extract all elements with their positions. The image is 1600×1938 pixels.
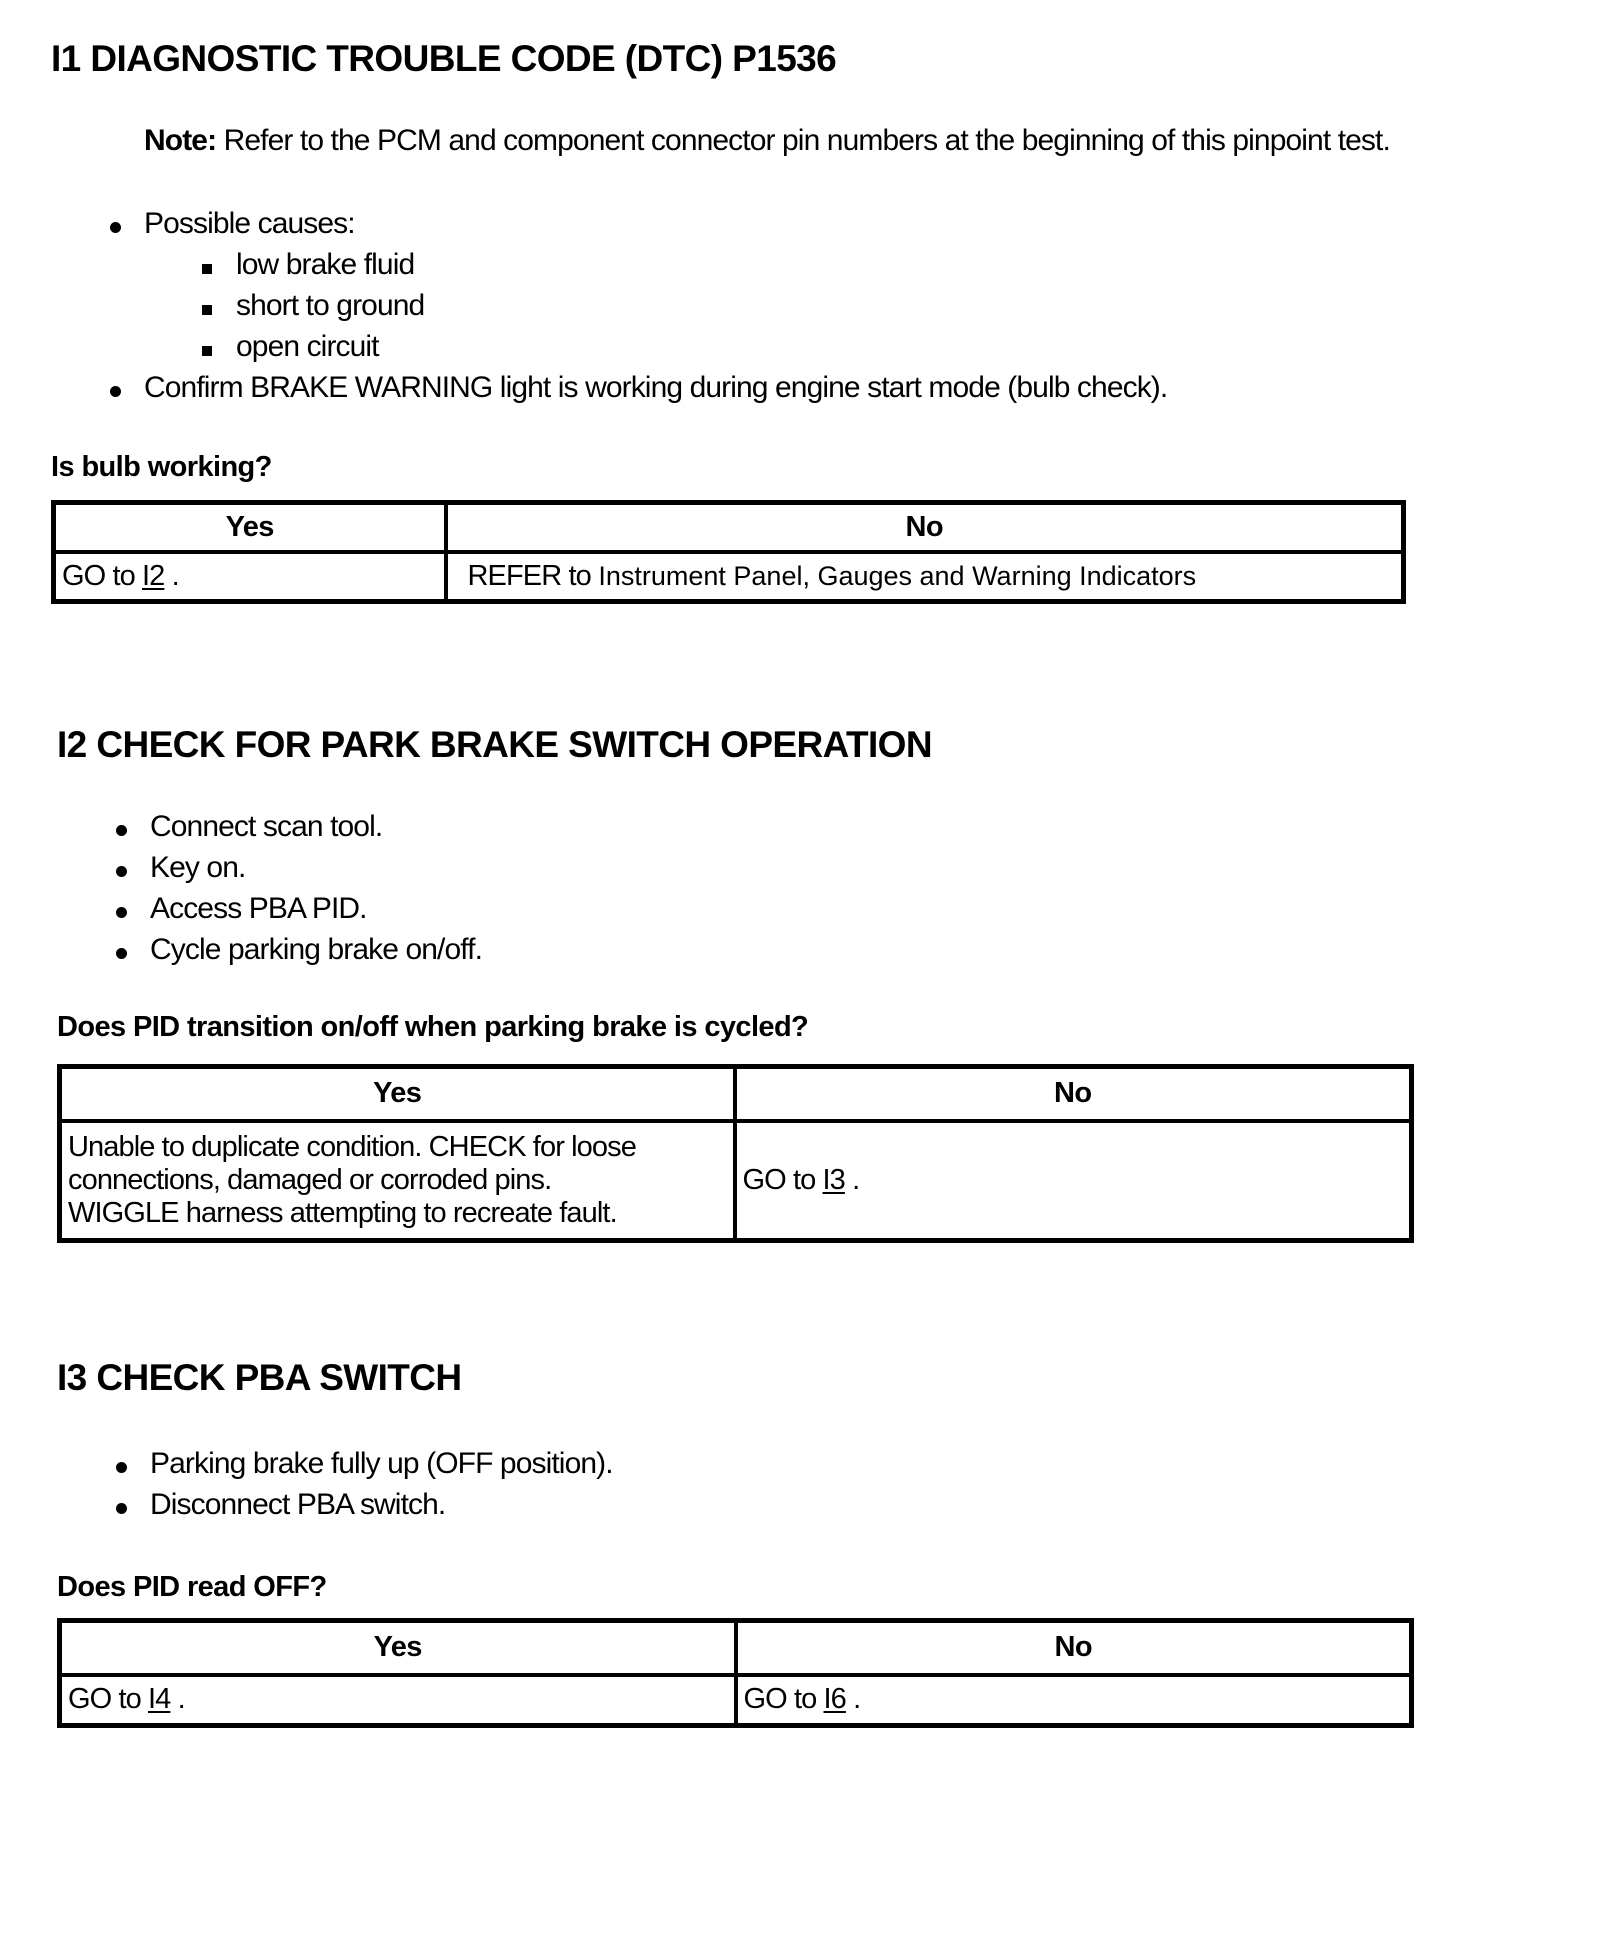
header-yes: Yes [60, 1621, 736, 1675]
table-row [54, 552, 1404, 602]
decision-table [57, 1618, 1414, 1728]
sub-list-item: open circuit [236, 330, 379, 363]
link-i6[interactable]: I6 [823, 1683, 846, 1716]
list-item: Confirm BRAKE WARNING light is working during engine start mode (bulb check). [144, 371, 1168, 404]
decision-table [57, 1064, 1414, 1243]
cell-no: GO to I3 . [735, 1121, 1412, 1241]
square-bullet-icon [202, 346, 212, 356]
link-i3[interactable]: I3 [822, 1163, 845, 1196]
bullet-icon [116, 1462, 127, 1473]
note [144, 124, 1390, 158]
link-i4[interactable]: I4 [148, 1683, 171, 1716]
bullet-icon [116, 825, 127, 836]
note-label: Note: [144, 124, 217, 157]
cell-no: GO to I6 . [736, 1675, 1412, 1726]
bullet-icon [110, 222, 121, 233]
refer-label: REFER to [467, 559, 591, 592]
cell-yes: Unable to duplicate condition. CHECK for loose connections, damaged or corroded pins. WIGGLE harness attempting to recreate fault. [60, 1121, 735, 1241]
bullet-icon [110, 386, 121, 397]
table-header-row [60, 1067, 1412, 1121]
header-no: No [446, 503, 1404, 552]
section-title: I3 CHECK PBA SWITCH [57, 1357, 462, 1398]
list-item: Possible causes: [144, 207, 355, 240]
list-item: Disconnect PBA switch. [150, 1488, 446, 1521]
table-header-row [60, 1621, 1412, 1675]
question: Is bulb working? [51, 451, 272, 483]
sub-list-item: low brake fluid [236, 248, 415, 281]
header-no: No [735, 1067, 1412, 1121]
header-no: No [736, 1621, 1412, 1675]
note-text: Refer to the PCM and component connector pin numbers at the beginning of this pinpoint test. [216, 124, 1390, 157]
list-item: Parking brake fully up (OFF position). [150, 1447, 613, 1480]
table-row [60, 1121, 1412, 1241]
square-bullet-icon [202, 264, 212, 274]
bullet-icon [116, 1503, 127, 1514]
question: Does PID transition on/off when parking brake is cycled? [57, 1011, 809, 1043]
section-title: I1 DIAGNOSTIC TROUBLE CODE (DTC) P1536 [51, 38, 837, 79]
header-yes: Yes [54, 503, 446, 552]
table-row [60, 1675, 1412, 1726]
bullet-icon [116, 907, 127, 918]
question: Does PID read OFF? [57, 1571, 327, 1603]
reference-link[interactable]: Instrument Panel, Gauges and Warning Indicators [590, 560, 1197, 591]
cell-no [446, 552, 1404, 602]
table-header-row [54, 503, 1404, 552]
list-item: Key on. [150, 851, 246, 884]
sub-list-item: short to ground [236, 289, 425, 322]
bullet-icon [116, 948, 127, 959]
square-bullet-icon [202, 305, 212, 315]
section-title: I2 CHECK FOR PARK BRAKE SWITCH OPERATION [57, 724, 932, 765]
cell-yes: GO to I4 . [60, 1675, 736, 1726]
list-item: Connect scan tool. [150, 810, 383, 843]
cell-yes: GO to I2 . [54, 552, 446, 602]
link-i2[interactable]: I2 [142, 559, 165, 592]
decision-table [51, 500, 1406, 604]
list-item: Access PBA PID. [150, 892, 367, 925]
list-item: Cycle parking brake on/off. [150, 933, 483, 966]
bullet-icon [116, 866, 127, 877]
header-yes: Yes [60, 1067, 735, 1121]
